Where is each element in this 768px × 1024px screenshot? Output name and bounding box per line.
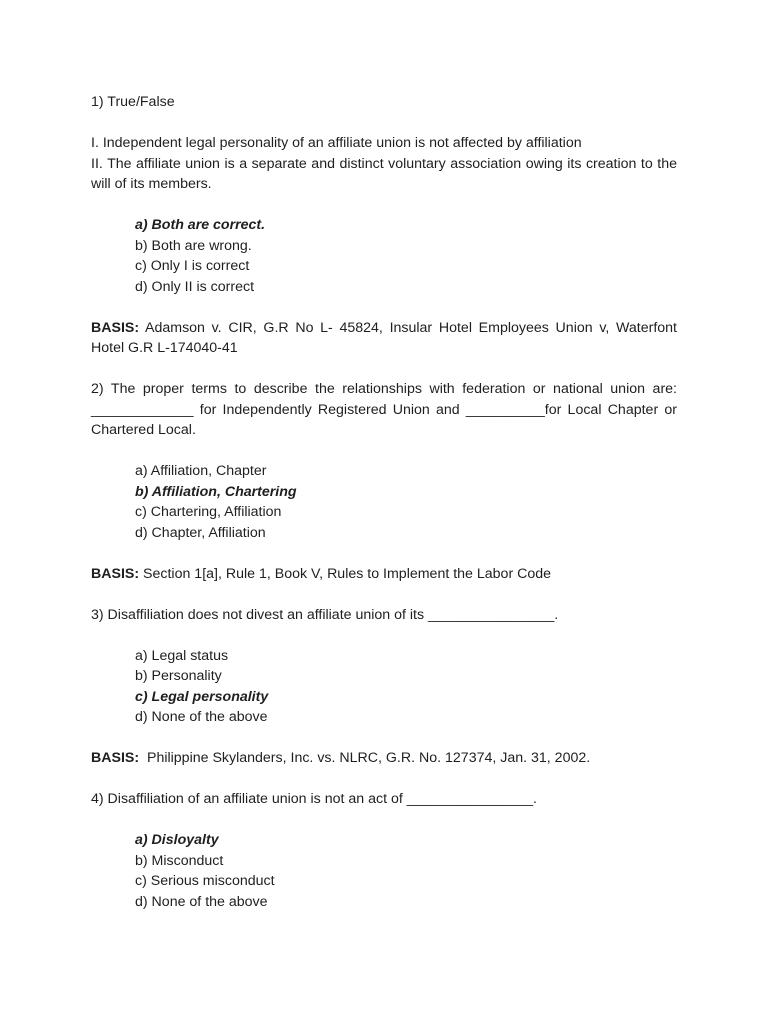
q4-option-a: a) Disloyalty	[135, 832, 219, 848]
q2-basis	[91, 564, 677, 585]
q3-option-c: c) Legal personality	[135, 688, 269, 705]
q3-option-d: d) None of the above	[135, 709, 268, 725]
quiz-content	[91, 92, 677, 912]
q2-option-a: a) Affiliation, Chapter	[135, 463, 267, 479]
q1-statement-1: I. Independent legal personality of an affiliate union is not affected by affiliation	[91, 135, 582, 151]
q1-statement-2: II. The affiliate union is a separate and distinct voluntary association owing its creation to the will of its members.	[91, 155, 677, 192]
q3-option-a: a) Legal status	[135, 647, 229, 664]
q2-question: 2) The proper terms to describe the relationships with federation or national union are: _____________ for Independently Registered Union and __________for Local Chapter or Chartered Local.	[91, 381, 677, 438]
q1-basis-label: BASIS:	[91, 319, 140, 336]
q2-basis-text: Section 1[a], Rule 1, Book V, Rules to Implement the Labor Code	[139, 565, 552, 582]
q4-option-b: b) Misconduct	[135, 852, 224, 869]
q3-basis-text: Philippine Skylanders, Inc. vs. NLRC, G.R. No. 127374, Jan. 31, 2002.	[139, 750, 591, 766]
q3-option-b: b) Personality	[135, 668, 222, 684]
q1-option-c: c) Only I is correct	[135, 258, 250, 274]
q3-basis	[91, 748, 677, 769]
q1-options	[91, 215, 677, 297]
q2-option-c: c) Chartering, Affiliation	[135, 504, 282, 520]
q4-option-c: c) Serious misconduct	[135, 873, 275, 889]
q1-option-d: d) Only II is correct	[135, 278, 255, 295]
q2-option-d: d) Chapter, Affiliation	[135, 524, 266, 541]
q2-basis-label: BASIS:	[91, 565, 140, 582]
q4-option-d: d) None of the above	[135, 893, 268, 910]
q2-option-b: b) Affiliation, Chartering	[135, 483, 297, 500]
q1-basis	[91, 318, 677, 359]
q1-option-b: b) Both are wrong.	[135, 237, 252, 254]
q1-title: 1) True/False	[91, 94, 175, 110]
q2-options	[91, 461, 677, 543]
q4-options	[91, 830, 677, 912]
q3-question: 3) Disaffiliation does not divest an affiliate union of its ________________.	[91, 606, 559, 623]
q4-question: 4) Disaffiliation of an affiliate union is not an act of ________________.	[91, 791, 537, 807]
q1-option-a: a) Both are correct.	[135, 217, 266, 233]
q1-basis-text: Adamson v. CIR, G.R No L- 45824, Insular Hotel Employees Union v, Waterfont Hotel G.R L-174040-41	[91, 319, 677, 356]
q3-options	[91, 646, 677, 728]
q3-basis-label: BASIS:	[91, 750, 140, 766]
